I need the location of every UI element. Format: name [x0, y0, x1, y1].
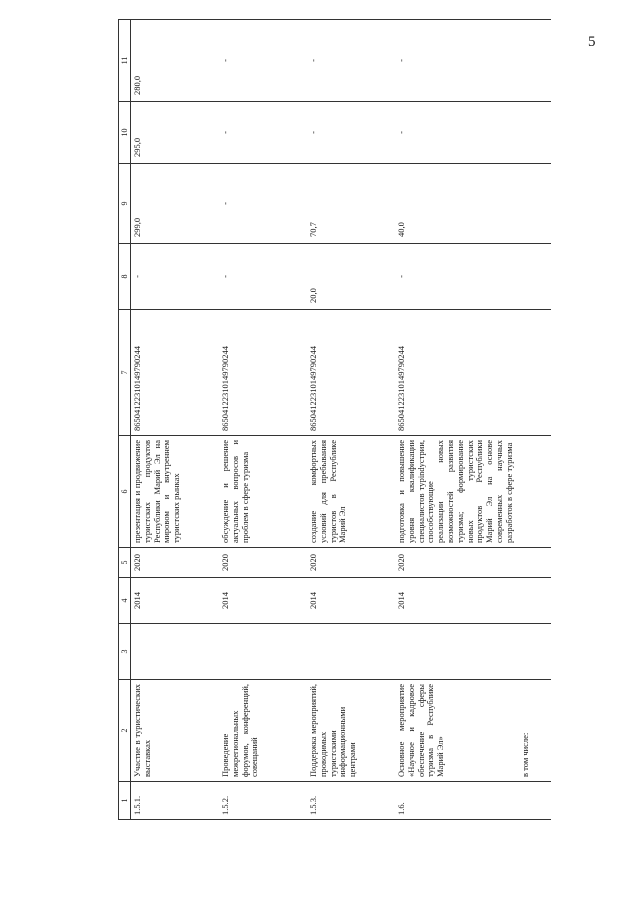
- start-year: 2014: [395, 578, 519, 624]
- value-col9: 70,7: [307, 164, 395, 244]
- header-cell: 7: [119, 310, 131, 436]
- value-col8: -: [219, 244, 307, 310]
- value-col9: 299,0: [131, 164, 220, 244]
- subtotal-label: в том числе:: [519, 680, 551, 782]
- value-col11: -: [307, 20, 395, 102]
- value-col9: -: [219, 164, 307, 244]
- item-name: Поддержка мероприятий, проводимых туристскими информационными центрами: [307, 680, 395, 782]
- budget-code: 86504122310149790244: [307, 310, 395, 436]
- start-year: 2014: [307, 578, 395, 624]
- header-cell: 2: [119, 680, 131, 782]
- start-year: 2014: [131, 578, 220, 624]
- end-year: 2020: [307, 548, 395, 578]
- value-col11: 280,0: [131, 20, 220, 102]
- value-col11: -: [395, 20, 519, 102]
- value-col10: -: [219, 102, 307, 164]
- value-col10: 295,0: [131, 102, 220, 164]
- end-year: 2020: [131, 548, 220, 578]
- budget-code: 86504122310149790244: [219, 310, 307, 436]
- program-table: [118, 19, 551, 820]
- header-cell: 4: [119, 578, 131, 624]
- item-name: Участие в туристических выставках: [131, 680, 220, 782]
- expected-result: подготовка и повышение уровня квалификации специалистов турindустрии, способствующие реализации новых возможностей развития туризма; формирование новых туристских продуктов Республики Марий Эл на основе современных научных разработок в сфере туризма: [395, 436, 519, 548]
- budget-code: 86504122310149790244: [395, 310, 519, 436]
- value-col8: 20,0: [307, 244, 395, 310]
- end-year: 2020: [219, 548, 307, 578]
- item-number: 1.5.3.: [307, 782, 395, 820]
- header-cell: 5: [119, 548, 131, 578]
- value-col8: -: [395, 244, 519, 310]
- expected-result: создание комфортных условий для пребывания туристов в Республике Марий Эл: [307, 436, 395, 548]
- item-col3: [307, 624, 395, 680]
- start-year: 2014: [219, 578, 307, 624]
- table-row: [131, 20, 220, 820]
- table-row: [307, 20, 395, 820]
- value-col10: -: [307, 102, 395, 164]
- header-cell: 10: [119, 102, 131, 164]
- header-cell: 11: [119, 20, 131, 102]
- end-year: 2020: [395, 548, 519, 578]
- value-col8: -: [131, 244, 220, 310]
- expected-result: обсуждение и решение актуальных вопросов и проблем в сфере туризма: [219, 436, 307, 548]
- page-number: 5: [588, 34, 596, 50]
- value-col9: 40,0: [395, 164, 519, 244]
- item-name: Проведение межрегиональных форумов, конференций, совещаний: [219, 680, 307, 782]
- table-header-row: [119, 20, 131, 820]
- header-cell: 6: [119, 436, 131, 548]
- item-col3: [395, 624, 519, 680]
- rotated-table-wrapper: [118, 20, 558, 820]
- item-number: 1.6.: [395, 782, 519, 820]
- header-cell: 1: [119, 782, 131, 820]
- subtotal-num: [519, 782, 551, 820]
- budget-code: 86504122310149790244: [131, 310, 220, 436]
- header-cell: 9: [119, 164, 131, 244]
- table-row: [219, 20, 307, 820]
- subtotal-row: [519, 20, 551, 820]
- header-cell: 8: [119, 244, 131, 310]
- item-name: Основное мероприятие «Научное и кадровое обеспечение сферы туризма в Республике Марий Эл»: [395, 680, 519, 782]
- expected-result: презентация и продвижение туристских продуктов Республики Марий Эл на мировом и внутреннем туристских рынках: [131, 436, 220, 548]
- header-cell: 3: [119, 624, 131, 680]
- item-number: 1.5.2.: [219, 782, 307, 820]
- item-col3: [131, 624, 220, 680]
- item-col3: [219, 624, 307, 680]
- table-row: [395, 20, 519, 820]
- value-col11: -: [219, 20, 307, 102]
- value-col10: -: [395, 102, 519, 164]
- item-number: 1.5.1.: [131, 782, 220, 820]
